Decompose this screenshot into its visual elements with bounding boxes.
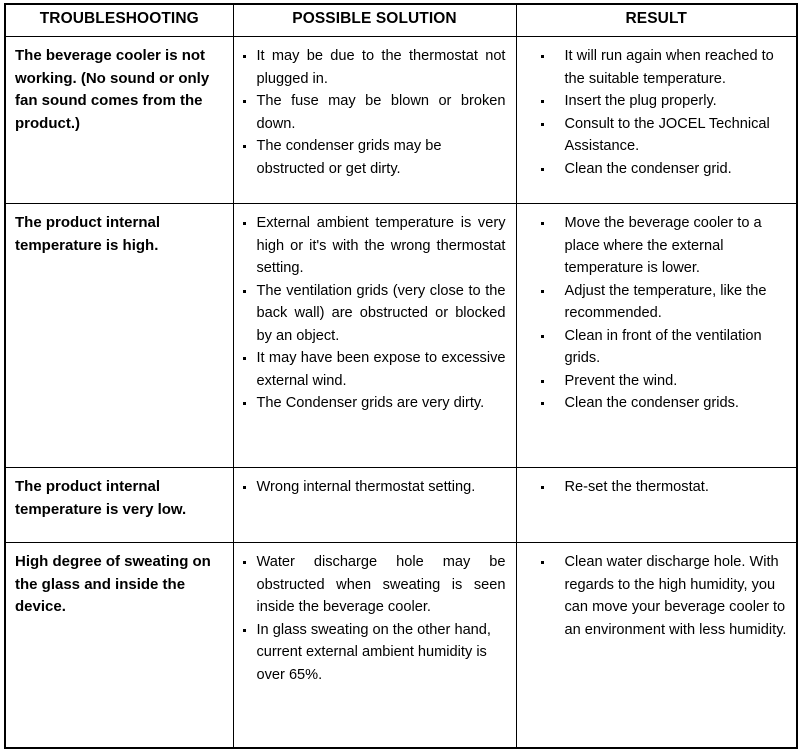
list-item: Prevent the wind. — [525, 370, 789, 393]
result-list — [525, 551, 789, 641]
table-row — [5, 543, 797, 749]
list-item: The condenser grids may be obstructed or get dirty. — [240, 135, 506, 180]
troubleshooting-table — [4, 3, 798, 749]
problem-cell: The beverage cooler is not working. (No sound or only fan sound comes from the product.) — [5, 37, 233, 204]
column-header-troubleshooting: TROUBLESHOOTING — [5, 4, 233, 37]
solution-cell — [233, 37, 516, 204]
result-cell — [516, 204, 797, 468]
list-item: It will run again when reached to the suitable temperature. — [525, 45, 789, 90]
list-item: Water discharge hole may be obstructed when sweating is seen inside the beverage cooler. — [240, 551, 506, 619]
list-item: The fuse may be blown or broken down. — [240, 90, 506, 135]
table-row — [5, 204, 797, 468]
column-header-possible-solution: POSSIBLE SOLUTION — [233, 4, 516, 37]
list-item: Consult to the JOCEL Technical Assistance. — [525, 113, 789, 158]
result-cell — [516, 468, 797, 543]
list-item: The ventilation grids (very close to the back wall) are obstructed or blocked by an object. — [240, 280, 506, 348]
result-list — [525, 476, 789, 499]
list-item: Move the beverage cooler to a place where the external temperature is lower. — [525, 212, 789, 280]
column-header-result: RESULT — [516, 4, 797, 37]
problem-cell: The product internal temperature is high. — [5, 204, 233, 468]
solution-list — [240, 45, 506, 180]
solution-list — [240, 212, 506, 415]
result-list — [525, 45, 789, 180]
solution-cell — [233, 204, 516, 468]
list-item: Adjust the temperature, like the recommended. — [525, 280, 789, 325]
result-cell — [516, 37, 797, 204]
solution-list — [240, 476, 506, 499]
result-cell — [516, 543, 797, 749]
list-item: It may have been expose to excessive external wind. — [240, 347, 506, 392]
problem-cell: High degree of sweating on the glass and inside the device. — [5, 543, 233, 749]
table-row — [5, 37, 797, 204]
list-item: Insert the plug properly. — [525, 90, 789, 113]
table-body — [5, 37, 797, 749]
table-header — [5, 4, 797, 37]
solution-list — [240, 551, 506, 686]
list-item: Clean the condenser grid. — [525, 158, 789, 181]
problem-cell: The product internal temperature is very low. — [5, 468, 233, 543]
solution-cell — [233, 543, 516, 749]
list-item: External ambient temperature is very high or it's with the wrong thermostat setting. — [240, 212, 506, 280]
table-header-row — [5, 4, 797, 37]
list-item: Clean in front of the ventilation grids. — [525, 325, 789, 370]
table-row — [5, 468, 797, 543]
list-item: In glass sweating on the other hand, current external ambient humidity is over 65%. — [240, 619, 506, 687]
list-item: The Condenser grids are very dirty. — [240, 392, 506, 415]
solution-cell — [233, 468, 516, 543]
list-item: It may be due to the thermostat not plugged in. — [240, 45, 506, 90]
list-item: Clean the condenser grids. — [525, 392, 789, 415]
list-item: Clean water discharge hole. With regards to the high humidity, you can move your beverage cooler to an environment with less humidity. — [525, 551, 789, 641]
result-list — [525, 212, 789, 415]
list-item: Wrong internal thermostat setting. — [240, 476, 506, 499]
list-item: Re-set the thermostat. — [525, 476, 789, 499]
